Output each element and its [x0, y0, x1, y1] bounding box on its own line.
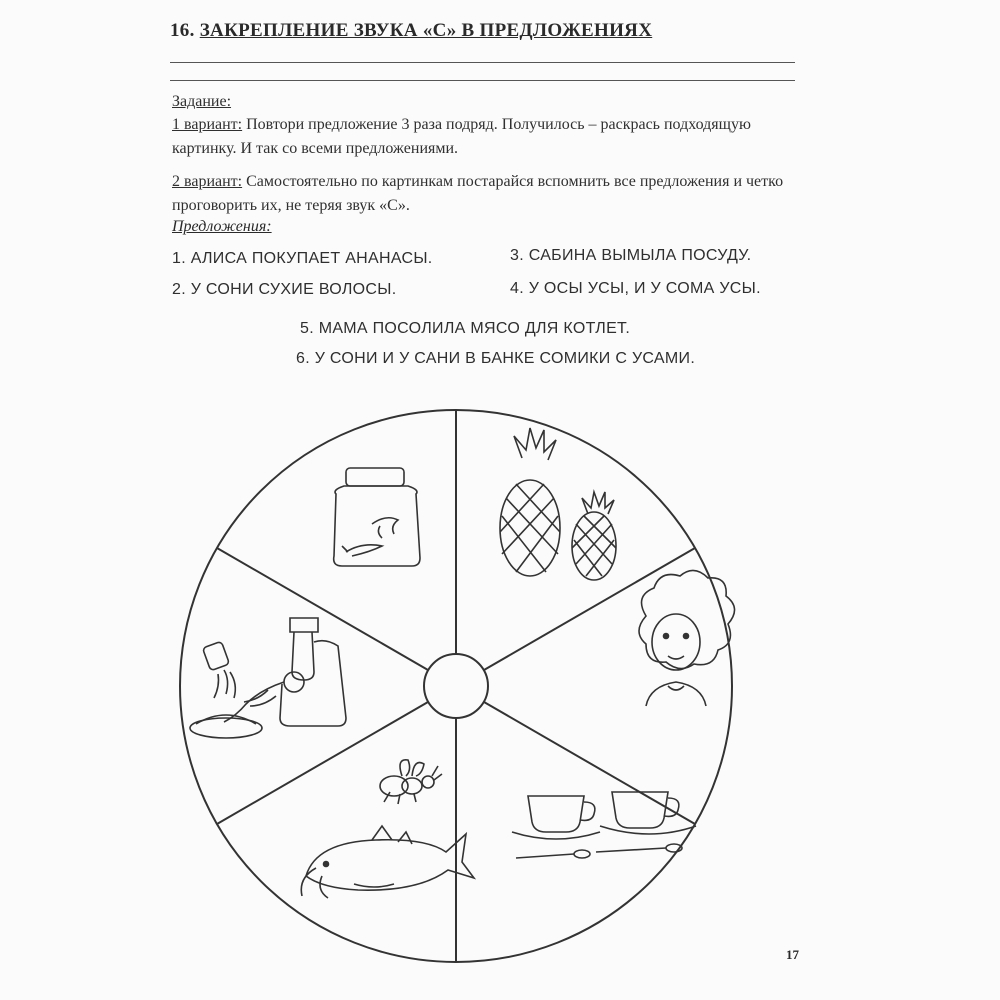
cups-and-spoons-picture[interactable]: [512, 792, 696, 858]
wheel-center[interactable]: [424, 654, 488, 718]
variant-2-text: Самостоятельно по картинкам постарайся вспомнить все предложения и четко проговорить их, не теряя звук «С».: [172, 173, 784, 214]
blank-line: [170, 62, 795, 63]
sentence-6: 6. У СОНИ И У САНИ В БАНКЕ СОМИКИ С УСАМИ.: [296, 350, 696, 367]
page-title: [170, 20, 652, 42]
variant-1-text: Повтори предложение 3 раза подряд. Получилось – раскрась подходящую картинку. И так со всеми предложениями.: [172, 116, 751, 157]
variant-1-label: 1 вариант:: [172, 116, 243, 133]
variant-1-instruction: [172, 113, 797, 161]
sentence-1: 1. АЛИСА ПОКУПАЕТ АНАНАСЫ.: [172, 250, 433, 267]
picture-wheel: [176, 406, 736, 966]
variant-2-instruction: [172, 170, 797, 218]
wheel-divider: [484, 548, 695, 670]
task-label: Задание:: [172, 93, 232, 110]
salt-and-meat-grinder-picture[interactable]: [190, 618, 346, 738]
page-number: 17: [786, 947, 799, 962]
sentences-label: Предложения:: [172, 218, 272, 235]
exercise-title: ЗАКРЕПЛЕНИЕ ЗВУКА «С» В ПРЕДЛОЖЕНИЯХ: [199, 20, 653, 41]
variant-2-label: 2 вариант:: [172, 173, 243, 190]
wasp-and-catfish-picture[interactable]: [301, 760, 474, 898]
sentence-4: 4. У ОСЫ УСЫ, И У СОМА УСЫ.: [510, 280, 761, 297]
jar-with-catfish-picture[interactable]: [334, 468, 420, 566]
sentence-2: 2. У СОНИ СУХИЕ ВОЛОСЫ.: [172, 281, 397, 298]
sentence-3: 3. САБИНА ВЫМЫЛА ПОСУДУ.: [510, 247, 752, 264]
exercise-number: 16.: [170, 20, 195, 41]
blank-line: [170, 80, 795, 81]
curly-haired-girl-picture[interactable]: [639, 570, 735, 706]
sentence-5: 5. МАМА ПОСОЛИЛА МЯСО ДЛЯ КОТЛЕТ.: [300, 320, 631, 337]
wheel-divider: [484, 702, 695, 824]
